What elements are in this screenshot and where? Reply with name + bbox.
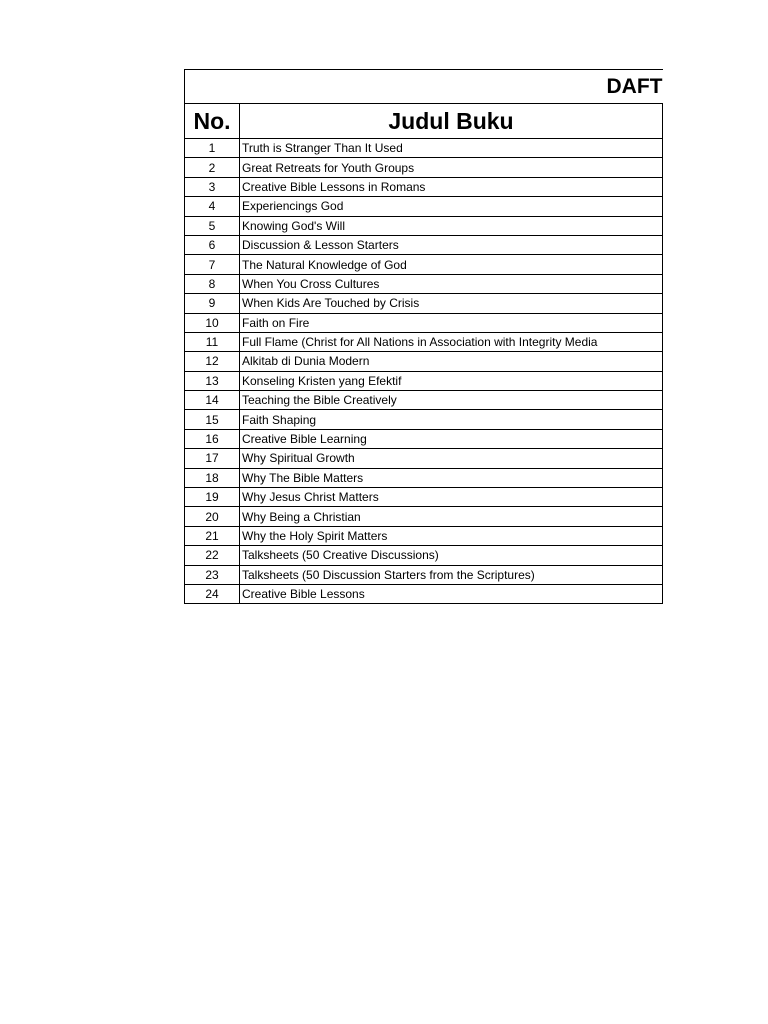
table-row	[185, 158, 663, 177]
sheet-title: DAFT	[185, 70, 663, 104]
table-row	[185, 332, 663, 351]
row-number: 24	[185, 584, 240, 603]
table-row	[185, 507, 663, 526]
row-number: 9	[185, 294, 240, 313]
book-title: Experiencings God	[240, 197, 663, 216]
table-row	[185, 177, 663, 196]
row-number: 14	[185, 391, 240, 410]
book-title: Konseling Kristen yang Efektif	[240, 371, 663, 390]
table-row	[185, 274, 663, 293]
row-number: 19	[185, 488, 240, 507]
book-title: Teaching the Bible Creatively	[240, 391, 663, 410]
title-row	[185, 70, 663, 104]
row-number: 13	[185, 371, 240, 390]
book-title: Faith on Fire	[240, 313, 663, 332]
book-title: Creative Bible Lessons	[240, 584, 663, 603]
row-number: 15	[185, 410, 240, 429]
table-row	[185, 410, 663, 429]
row-number: 3	[185, 177, 240, 196]
row-number: 11	[185, 332, 240, 351]
table-row	[185, 255, 663, 274]
table-row	[185, 313, 663, 332]
row-number: 21	[185, 526, 240, 545]
table-row	[185, 468, 663, 487]
header-row	[185, 104, 663, 139]
book-title: Creative Bible Lessons in Romans	[240, 177, 663, 196]
table-row	[185, 294, 663, 313]
row-number: 20	[185, 507, 240, 526]
table-row	[185, 488, 663, 507]
book-title: Creative Bible Learning	[240, 429, 663, 448]
row-number: 18	[185, 468, 240, 487]
book-title: Talksheets (50 Discussion Starters from the Scriptures)	[240, 565, 663, 584]
row-number: 4	[185, 197, 240, 216]
row-number: 22	[185, 546, 240, 565]
book-title: Why Being a Christian	[240, 507, 663, 526]
book-title: Why the Holy Spirit Matters	[240, 526, 663, 545]
book-title: Knowing God's Will	[240, 216, 663, 235]
row-number: 8	[185, 274, 240, 293]
row-number: 5	[185, 216, 240, 235]
book-title: Talksheets (50 Creative Discussions)	[240, 546, 663, 565]
table-row	[185, 391, 663, 410]
table-row	[185, 565, 663, 584]
header-no: No.	[185, 104, 240, 139]
row-number: 16	[185, 429, 240, 448]
table-row	[185, 429, 663, 448]
book-list-table	[184, 69, 663, 604]
book-title: When You Cross Cultures	[240, 274, 663, 293]
row-number: 23	[185, 565, 240, 584]
book-title: Alkitab di Dunia Modern	[240, 352, 663, 371]
table-row	[185, 371, 663, 390]
book-title: Why Jesus Christ Matters	[240, 488, 663, 507]
book-title: The Natural Knowledge of God	[240, 255, 663, 274]
book-title: Why The Bible Matters	[240, 468, 663, 487]
book-title: Full Flame (Christ for All Nations in Association with Integrity Media	[240, 332, 663, 351]
book-title: Why Spiritual Growth	[240, 449, 663, 468]
book-title: Faith Shaping	[240, 410, 663, 429]
book-title: Truth is Stranger Than It Used	[240, 139, 663, 158]
book-title: When Kids Are Touched by Crisis	[240, 294, 663, 313]
row-number: 2	[185, 158, 240, 177]
row-number: 10	[185, 313, 240, 332]
table-row	[185, 216, 663, 235]
row-number: 7	[185, 255, 240, 274]
row-number: 17	[185, 449, 240, 468]
row-number: 12	[185, 352, 240, 371]
table-row	[185, 526, 663, 545]
table-row	[185, 139, 663, 158]
row-number: 6	[185, 235, 240, 254]
table-row	[185, 584, 663, 603]
table-row	[185, 197, 663, 216]
book-title: Discussion & Lesson Starters	[240, 235, 663, 254]
table-row	[185, 546, 663, 565]
table-row	[185, 352, 663, 371]
row-number: 1	[185, 139, 240, 158]
header-title: Judul Buku	[240, 104, 663, 139]
book-title: Great Retreats for Youth Groups	[240, 158, 663, 177]
table-row	[185, 449, 663, 468]
table-row	[185, 235, 663, 254]
